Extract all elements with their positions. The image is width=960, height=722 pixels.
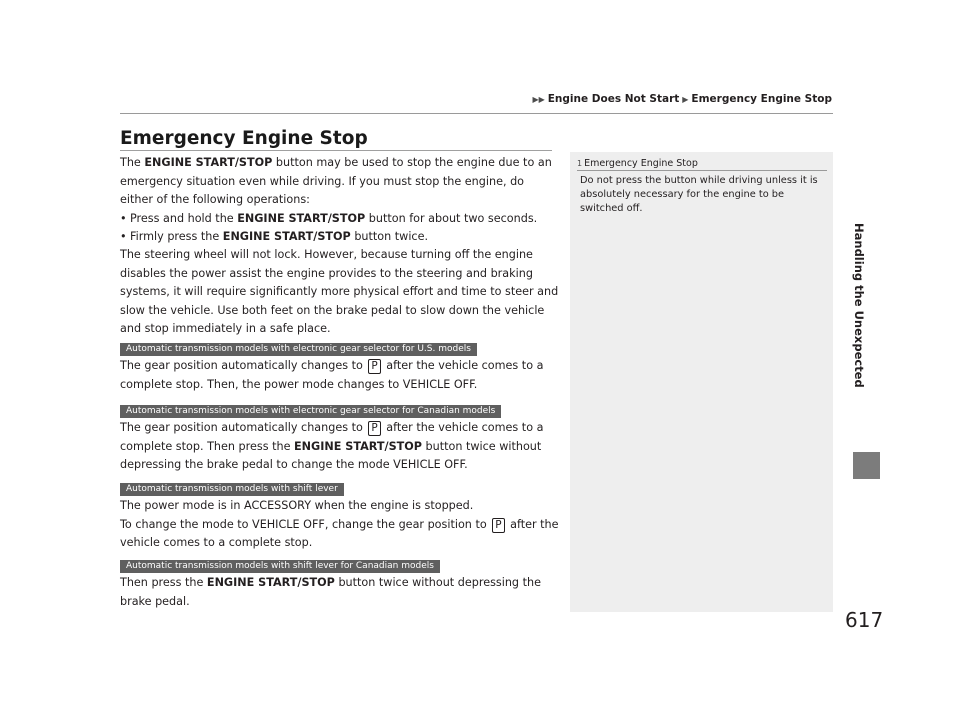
intro-section <box>120 154 560 247</box>
breadcrumb-current: Emergency Engine Stop <box>691 93 832 105</box>
gear-p-key-icon: P <box>368 421 380 436</box>
breadcrumb-parent: Engine Does Not Start <box>547 93 680 105</box>
page-title: Emergency Engine Stop <box>120 128 368 149</box>
model-tag-ca-selector: Automatic transmission models with electronic gear selector for Canadian models <box>120 405 501 418</box>
arrow-icon: ▶ <box>682 94 689 104</box>
double-arrow-icon: ▶▶ <box>532 94 545 104</box>
gear-p-key-icon: P <box>492 518 504 533</box>
note-marker-icon: 1 <box>577 159 583 168</box>
us-selector-paragraph: The gear position automatically changes to P after the vehicle comes to a complete stop. Then, the power mode changes to VEHICLE OFF. <box>120 359 544 391</box>
chapter-label: Handling the Unexpected <box>852 222 866 388</box>
side-note-box <box>570 152 833 612</box>
shift-lever-paragraph: The power mode is in ACCESSORY when the engine is stopped. To change the mode to VEHICLE OFF, change the gear position to P after the vehicle comes to a complete stop. <box>120 499 559 549</box>
bullet-icon: • <box>120 230 127 243</box>
gear-p-key-icon: P <box>368 359 380 374</box>
list-item: • Press and hold the ENGINE START/STOP button for about two seconds. <box>120 210 560 229</box>
side-note-title: 1 Emergency Engine Stop <box>577 158 698 169</box>
steering-paragraph: The steering wheel will not lock. However, because turning off the engine disables the power assist the engine provides to the steering and braking systems, it will require significantly more physical effort and time to steer and slow the vehicle. Use both feet on the brake pedal to slow down the vehicle and stop immediately in a safe place. <box>120 248 559 335</box>
model-tag-shift-lever-ca: Automatic transmission models with shift lever for Canadian models <box>120 560 440 573</box>
shift-lever-ca-paragraph: Then press the ENGINE START/STOP button twice without depressing the brake pedal. <box>120 576 541 608</box>
chapter-marker-block <box>853 452 880 479</box>
chapter-side-tab <box>837 175 881 435</box>
title-divider <box>120 150 552 151</box>
bullet-icon: • <box>120 211 127 225</box>
breadcrumb <box>532 93 832 105</box>
side-note-text: Do not press the button while driving unless it is absolutely necessary for the engine to be switched off. <box>580 175 818 214</box>
page-number: 617 <box>845 608 884 632</box>
model-tag-us-selector: Automatic transmission models with electronic gear selector for U.S. models <box>120 343 477 356</box>
model-tag-shift-lever: Automatic transmission models with shift lever <box>120 483 344 496</box>
ca-selector-paragraph: The gear position automatically changes to P after the vehicle comes to a complete stop. Then press the ENGINE START/STOP button twice without depressing the brake pedal to change the mode VEHICLE OFF. <box>120 421 544 471</box>
header-divider <box>120 113 833 114</box>
list-item: • Firmly press the ENGINE START/STOP button twice. <box>120 228 560 247</box>
side-note-divider <box>577 170 827 171</box>
intro-paragraph: The ENGINE START/STOP button may be used to stop the engine due to an emergency situation even while driving. If you must stop the engine, do either of the following operations: <box>120 156 552 206</box>
